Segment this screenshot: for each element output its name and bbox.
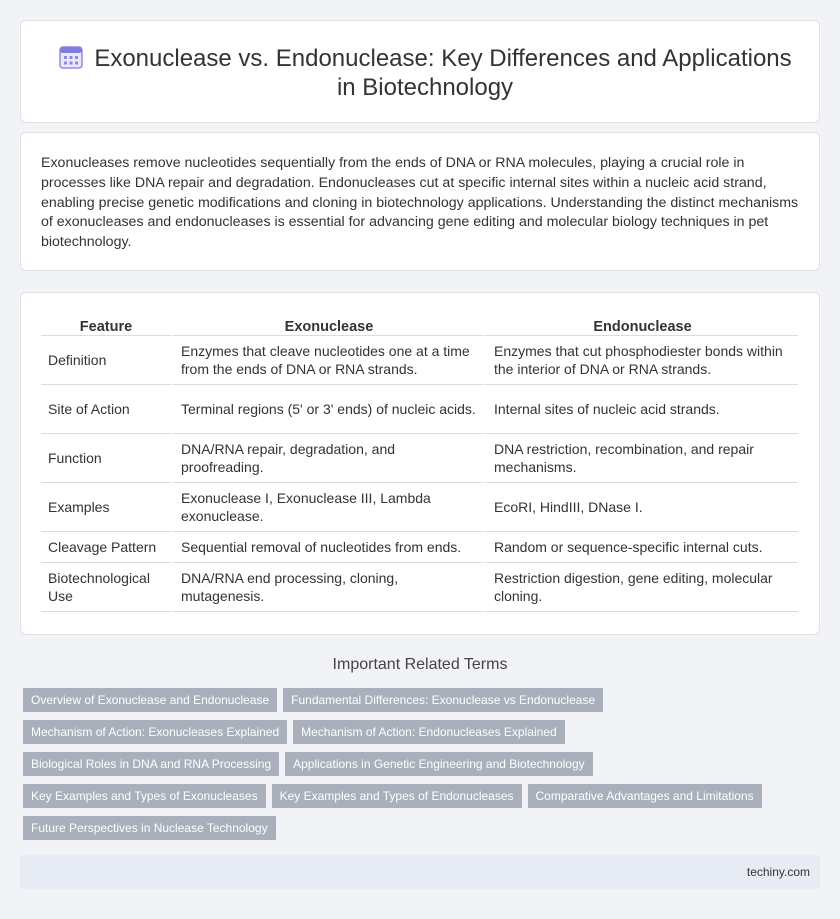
footer-site-link[interactable]: techiny.com xyxy=(746,865,810,879)
page-title-text: Exonuclease vs. Endonuclease: Key Differences and Applications in Biotechnology xyxy=(94,45,792,101)
header-endonuclease: Endonuclease xyxy=(484,316,798,336)
endonuclease-cell: DNA restriction, recombination, and repair mechanisms. xyxy=(484,434,798,483)
related-term-tag[interactable]: Future Perspectives in Nuclease Technology xyxy=(23,816,276,840)
related-term-tag[interactable]: Key Examples and Types of Endonucleases xyxy=(272,784,522,808)
exonuclease-cell: Enzymes that cleave nucleotides one at a time from the ends of DNA or RNA strands. xyxy=(171,336,484,385)
feature-cell: Cleavage Pattern xyxy=(41,532,171,563)
related-term-tag[interactable]: Mechanism of Action: Endonucleases Explained xyxy=(293,720,565,744)
table-header-row xyxy=(41,316,798,336)
endonuclease-cell: Random or sequence-specific internal cuts. xyxy=(484,532,798,563)
feature-cell: Examples xyxy=(41,483,171,532)
exonuclease-cell: Terminal regions (5' or 3' ends) of nucleic acids. xyxy=(171,385,484,434)
endonuclease-cell: EcoRI, HindIII, DNase I. xyxy=(484,483,798,532)
feature-cell: Biotechnological Use xyxy=(41,563,171,612)
endonuclease-cell: Enzymes that cut phosphodiester bonds within the interior of DNA or RNA strands. xyxy=(484,336,798,385)
table-row xyxy=(41,434,798,483)
comparison-table-card xyxy=(20,292,820,635)
comparison-table xyxy=(41,316,798,612)
intro-card xyxy=(20,132,820,271)
related-term-tag[interactable]: Applications in Genetic Engineering and Biotechnology xyxy=(285,752,593,776)
table-row xyxy=(41,483,798,532)
title-card xyxy=(20,20,820,123)
related-term-tag[interactable]: Overview of Exonuclease and Endonuclease xyxy=(23,688,277,712)
feature-cell: Site of Action xyxy=(41,385,171,434)
related-term-tag[interactable]: Fundamental Differences: Exonuclease vs Endonuclease xyxy=(283,688,603,712)
endonuclease-cell: Restriction digestion, gene editing, molecular cloning. xyxy=(484,563,798,612)
related-term-tag[interactable]: Comparative Advantages and Limitations xyxy=(528,784,762,808)
feature-cell: Definition xyxy=(41,336,171,385)
table-row xyxy=(41,563,798,612)
header-exonuclease: Exonuclease xyxy=(171,316,484,336)
endonuclease-cell: Internal sites of nucleic acid strands. xyxy=(484,385,798,434)
footer xyxy=(20,855,820,889)
related-terms-list xyxy=(23,688,813,848)
table-row xyxy=(41,532,798,563)
page-title xyxy=(51,44,799,102)
related-term-tag[interactable]: Biological Roles in DNA and RNA Processing xyxy=(23,752,279,776)
feature-cell: Function xyxy=(41,434,171,483)
exonuclease-cell: Exonuclease I, Exonuclease III, Lambda exonuclease. xyxy=(171,483,484,532)
intro-paragraph: Exonucleases remove nucleotides sequentially from the ends of DNA or RNA molecules, playing a crucial role in processes like DNA repair and degradation. Endonucleases cut at specific internal sites within a nucleic acid strand, enabling precise genetic modifications and cloning in biotechnology applications. Understanding the distinct mechanisms of exonucleases and endonucleases is essential for advancing gene editing and molecular biology techniques in pet biotechnology. xyxy=(41,155,799,251)
table-row xyxy=(41,336,798,385)
calendar-icon xyxy=(58,44,84,70)
table-row xyxy=(41,385,798,434)
related-term-tag[interactable]: Key Examples and Types of Exonucleases xyxy=(23,784,266,808)
exonuclease-cell: Sequential removal of nucleotides from ends. xyxy=(171,532,484,563)
exonuclease-cell: DNA/RNA end processing, cloning, mutagenesis. xyxy=(171,563,484,612)
related-term-tag[interactable]: Mechanism of Action: Exonucleases Explained xyxy=(23,720,287,744)
header-feature: Feature xyxy=(41,316,171,336)
exonuclease-cell: DNA/RNA repair, degradation, and proofreading. xyxy=(171,434,484,483)
related-terms-heading: Important Related Terms xyxy=(332,656,508,673)
